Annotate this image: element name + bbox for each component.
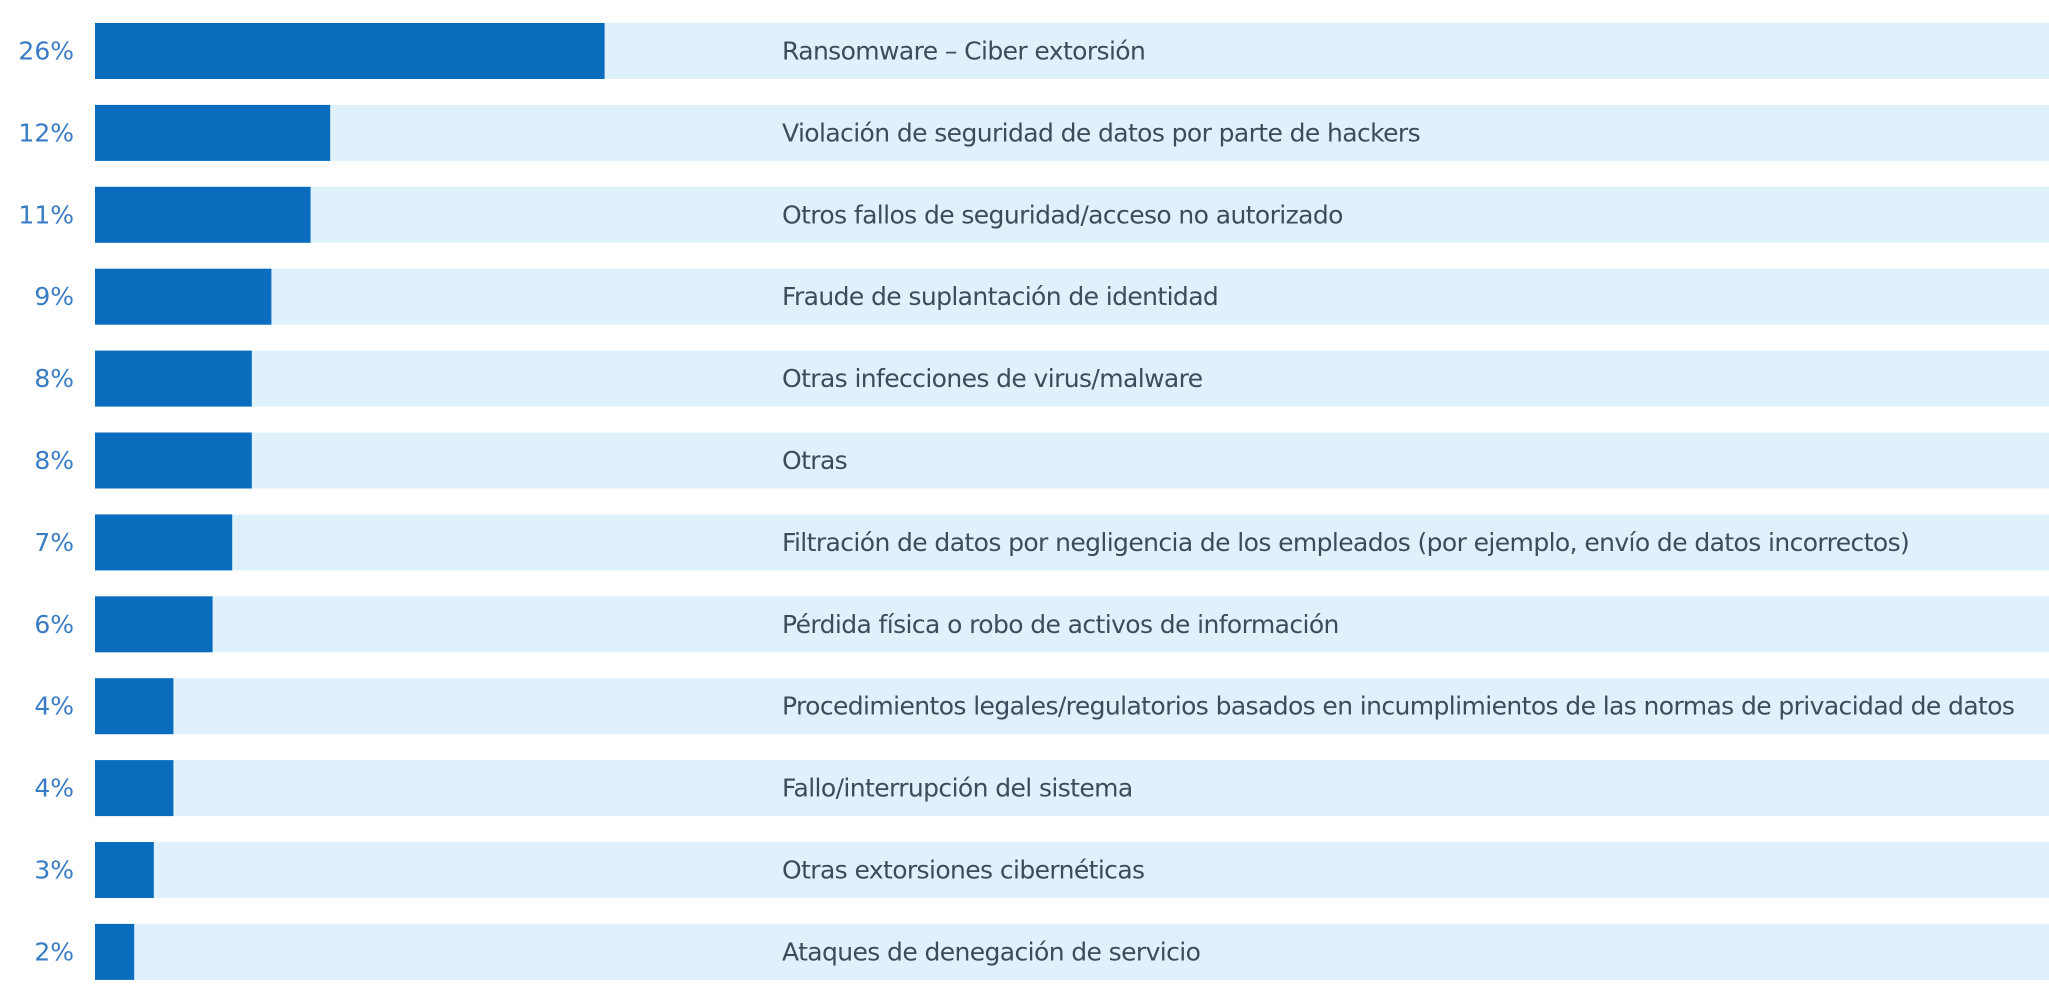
bar [95, 433, 252, 489]
value-label: 11% [18, 200, 74, 230]
value-label: 8% [34, 446, 74, 475]
bar-row [34, 760, 2049, 816]
bar-row [34, 596, 2049, 652]
bar [95, 514, 232, 570]
bar [95, 23, 605, 79]
value-label: 6% [34, 609, 74, 639]
bar [95, 678, 173, 734]
bar [95, 105, 330, 161]
category-label: Filtración de datos por negligencia de los empleados (por ejemplo, envío de datos incorrectos) [782, 527, 1910, 557]
bar-row [34, 351, 2049, 407]
category-label: Otros fallos de seguridad/acceso no autorizado [782, 200, 1343, 230]
category-label: Ransomware – Ciber extorsión [782, 36, 1146, 66]
bar-row [18, 23, 2049, 79]
category-label: Fraude de suplantación de identidad [782, 282, 1219, 312]
bar-row [34, 514, 2049, 570]
bar-track [95, 433, 2049, 489]
bar [95, 842, 154, 898]
category-label: Otras infecciones de virus/malware [782, 364, 1203, 394]
bar-row [34, 433, 2049, 489]
bar-row [34, 842, 2049, 898]
value-label: 4% [34, 691, 74, 721]
bar [95, 351, 252, 407]
bar [95, 187, 311, 243]
value-label: 4% [34, 773, 74, 803]
bar [95, 596, 213, 652]
bar-row [34, 269, 2049, 325]
category-label: Ataques de denegación de servicio [782, 937, 1201, 967]
bar-row [18, 105, 2049, 161]
category-label: Otras extorsiones cibernéticas [782, 855, 1145, 885]
bar [95, 924, 134, 980]
value-label: 26% [18, 36, 74, 66]
category-label: Otras [782, 446, 848, 475]
value-label: 7% [34, 527, 74, 557]
bar-row [18, 187, 2049, 243]
value-label: 8% [34, 364, 74, 394]
bar [95, 269, 271, 325]
value-label: 12% [18, 118, 74, 148]
bar-row [34, 678, 2049, 734]
value-label: 2% [34, 937, 74, 967]
category-label: Fallo/interrupción del sistema [782, 773, 1133, 803]
value-label: 9% [34, 282, 74, 312]
category-label: Violación de seguridad de datos por parte de hackers [782, 118, 1421, 148]
category-label: Procedimientos legales/regulatorios basados en incumplimientos de las normas de privacidad de datos [782, 691, 2015, 721]
category-label: Pérdida física o robo de activos de información [782, 609, 1339, 639]
bar [95, 760, 173, 816]
bar-row [34, 924, 2049, 980]
value-label: 3% [34, 855, 74, 885]
